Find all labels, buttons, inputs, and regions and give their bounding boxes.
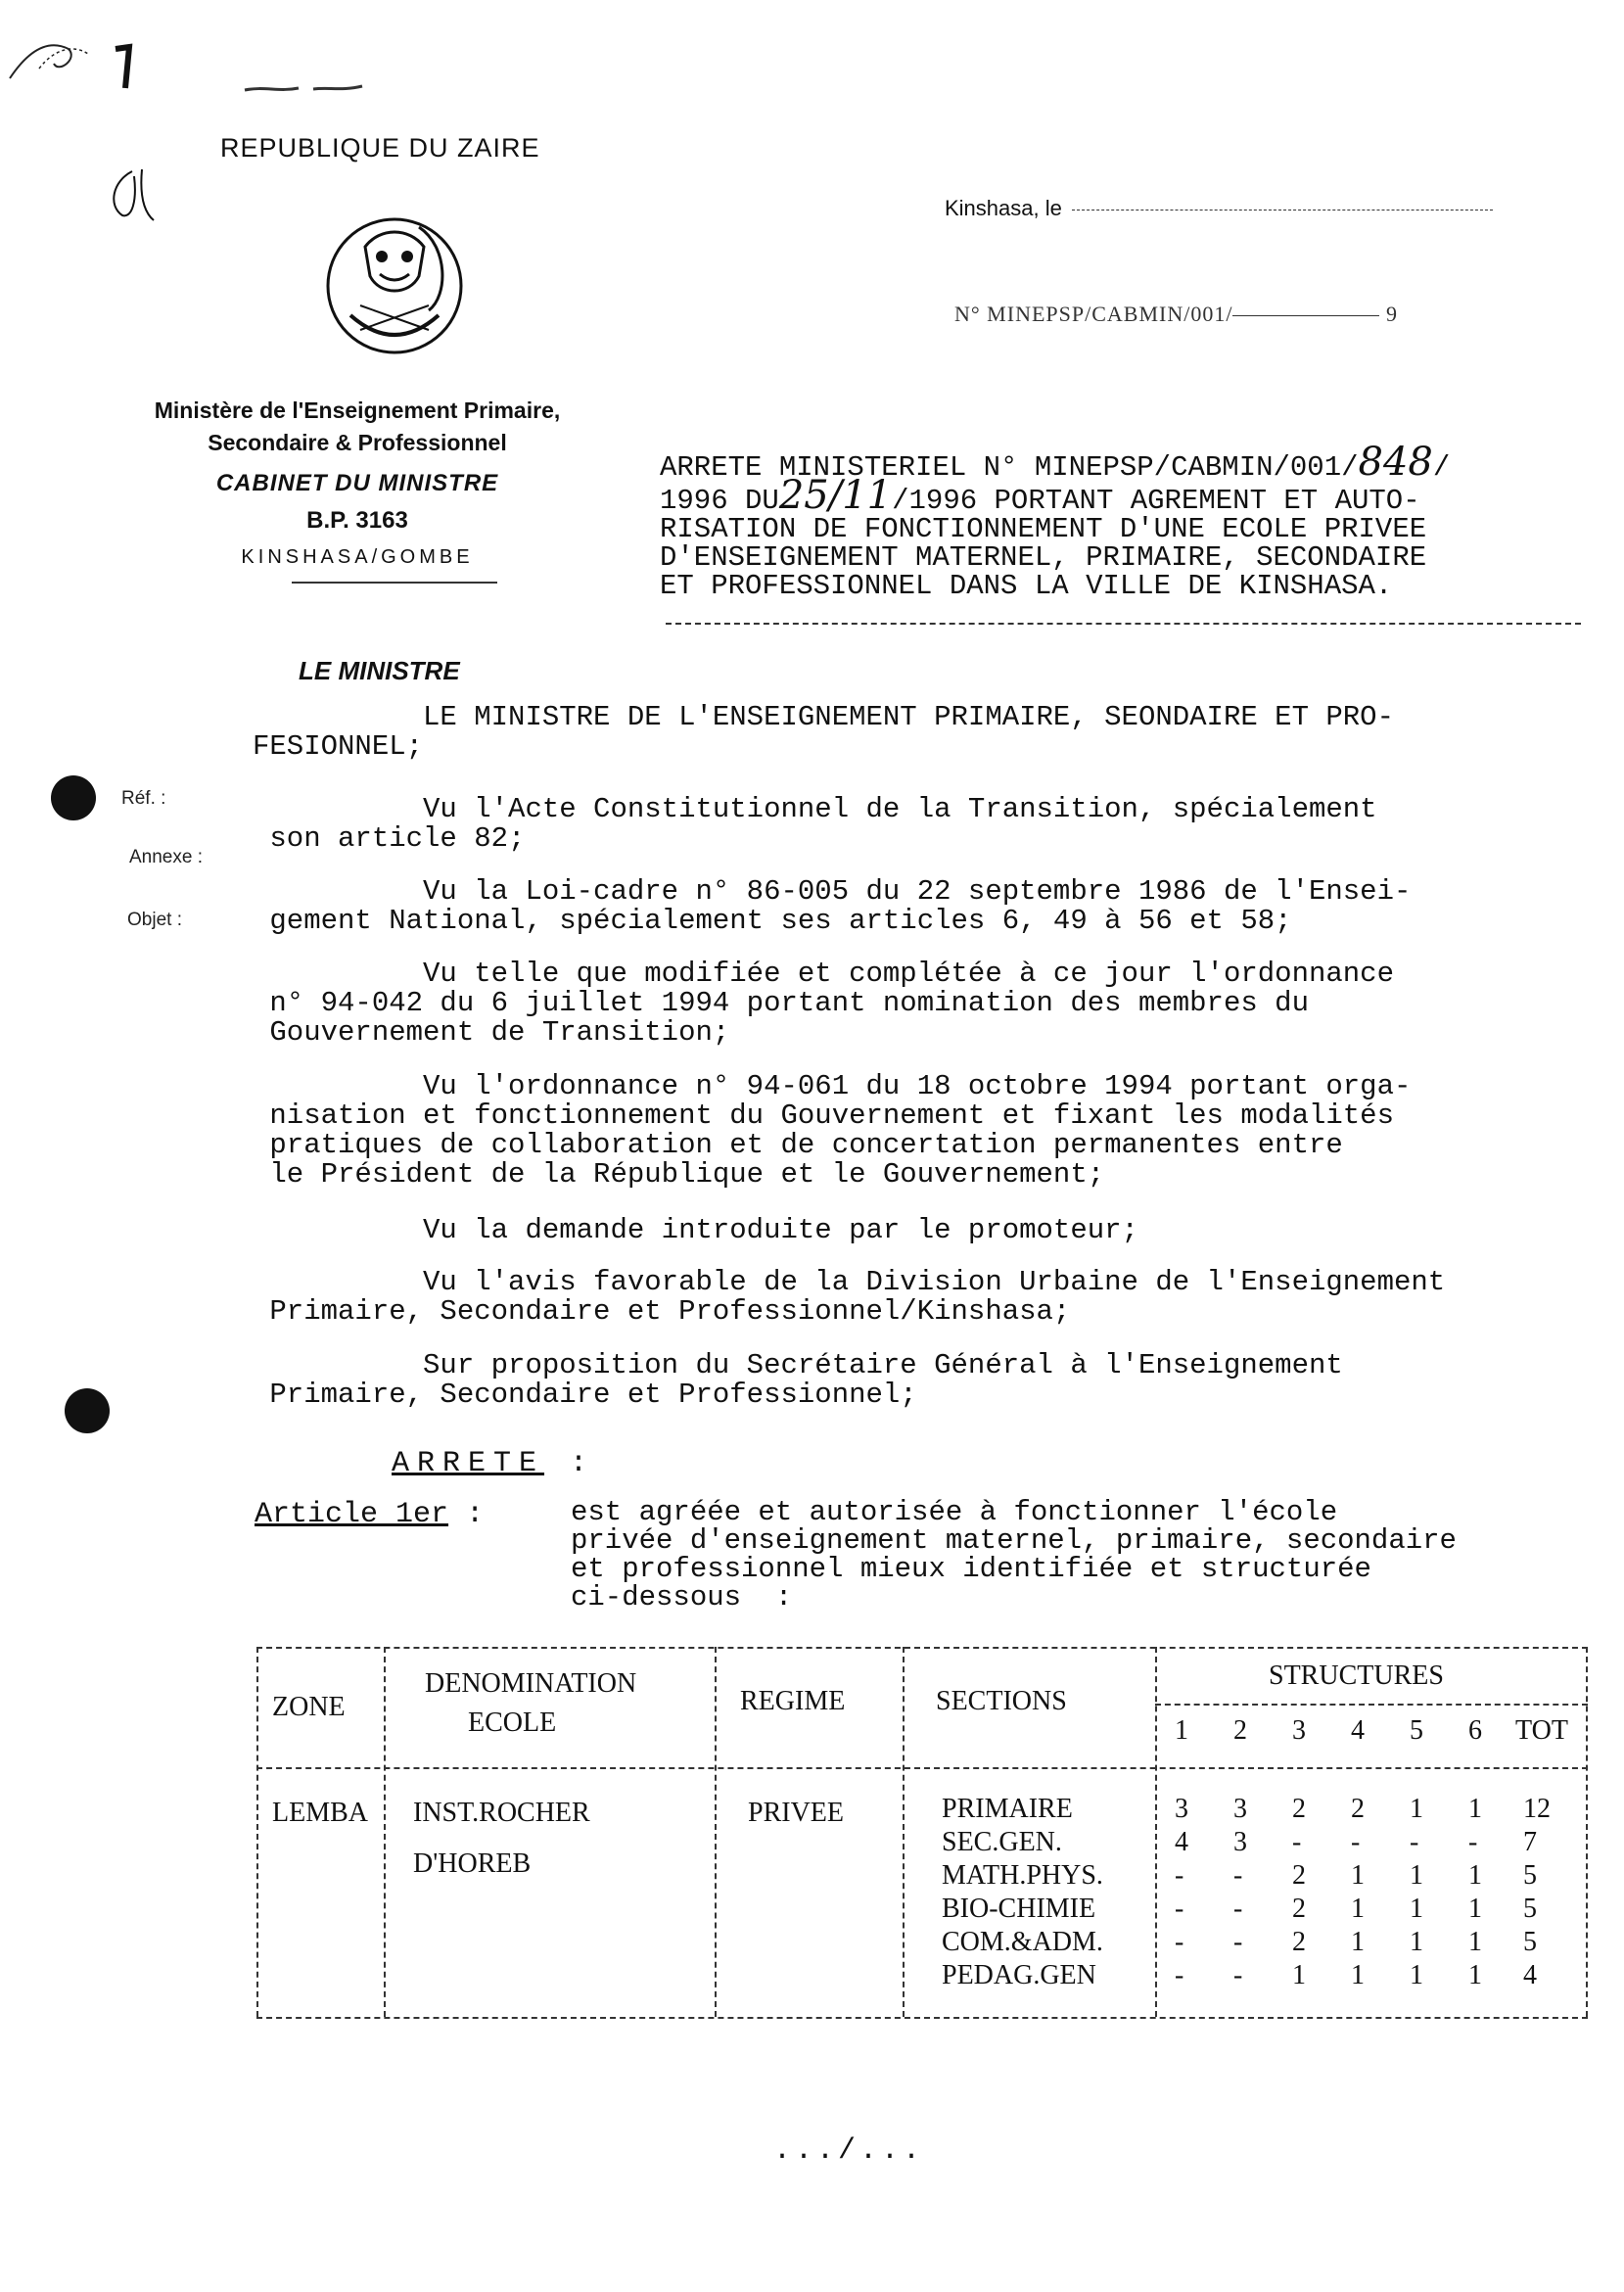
structure-count: 1: [1410, 1894, 1423, 1924]
section-name: BIO-CHIMIE: [942, 1894, 1096, 1924]
object-margin-label: Objet :: [127, 910, 182, 930]
cabinet-label: CABINET DU MINISTRE: [215, 470, 499, 496]
header-stamp-scribble: [240, 78, 367, 98]
structure-total: 5: [1523, 1860, 1537, 1891]
structure-count: 1: [1468, 1794, 1482, 1824]
title-line2-prefix: 1996 DU: [660, 485, 779, 517]
structure-count: -: [1233, 1894, 1243, 1924]
structure-count: -: [1233, 1960, 1243, 1990]
preamble-paragraph: Vu telle que modifiée et complétée à ce jour l'ordonnance n° 94-042 du 6 juillet 1994 portant nomination des membres du Gouvernement de Transition;: [269, 958, 1394, 1049]
title-line1-prefix: ARRETE MINISTERIEL N° MINEPSP/CABMIN/001/: [660, 451, 1359, 484]
structure-count: -: [1233, 1927, 1243, 1957]
structure-count: 2: [1292, 1927, 1306, 1957]
structure-count: 3: [1233, 1794, 1247, 1824]
title-line2-suffix: /1996 PORTANT AGREMENT ET AUTO-: [892, 485, 1420, 517]
structure-total: 5: [1523, 1927, 1537, 1957]
preamble-paragraph: LE MINISTRE DE L'ENSEIGNEMENT PRIMAIRE, SEONDAIRE ET PRO- FESIONNEL;: [253, 701, 1394, 763]
structure-count: 2: [1292, 1794, 1306, 1824]
structure-count: -: [1292, 1827, 1302, 1857]
structure-count: -: [1351, 1827, 1361, 1857]
header-col-2: 2: [1233, 1715, 1247, 1746]
preamble-paragraph: Vu la demande introduite par le promoteur;: [253, 1214, 1138, 1246]
article-1-title: Article 1er: [255, 1498, 449, 1531]
handwritten-decree-number: 848: [1358, 440, 1433, 485]
structure-count: 1: [1292, 1960, 1306, 1990]
punch-hole-mark: [51, 775, 96, 820]
structure-count: -: [1468, 1827, 1478, 1857]
title-dashed-rule: [666, 623, 1581, 625]
structure-count: 1: [1468, 1860, 1482, 1891]
structure-count: 1: [1410, 1794, 1423, 1824]
title-line3: RISATION DE FONCTIONNEMENT D'UNE ECOLE PRIVEE: [660, 513, 1427, 545]
structure-count: 3: [1233, 1827, 1247, 1857]
structure-count: 1: [1468, 1927, 1482, 1957]
preamble-paragraph: Vu l'Acte Constitutionnel de la Transition, spécialement son article 82;: [269, 793, 1377, 855]
structure-count: 1: [1468, 1960, 1482, 1990]
arrete-heading: [392, 1447, 595, 1480]
table-top-rule: [256, 1647, 1588, 1649]
republic-heading: REPUBLIQUE DU ZAIRE: [220, 133, 540, 163]
place-date-label: Kinshasa, le: [945, 196, 1062, 220]
header-ecole: ECOLE: [468, 1707, 557, 1738]
ministry-underline: [292, 582, 497, 584]
regime-value: PRIVEE: [748, 1798, 844, 1828]
page-continuation-marker: .../...: [773, 2134, 925, 2168]
structure-total: 5: [1523, 1894, 1537, 1924]
structure-count: 2: [1292, 1894, 1306, 1924]
structure-count: -: [1175, 1894, 1184, 1924]
title-line1-suffix: /: [1432, 451, 1451, 484]
preamble-paragraph: Sur proposition du Secrétaire Général à l'Enseignement Primaire, Secondaire et Professionnel;: [269, 1349, 1343, 1411]
table-col-rule: [715, 1647, 717, 2017]
coat-of-arms-emblem: [321, 208, 468, 364]
article-1-text: est agréée et autorisée à fonctionner l'école privée d'enseignement maternel, primaire, secondaire et professionnel mieux identifiée et structurée ci-dessous :: [571, 1496, 1457, 1614]
header-structures: STRUCTURES: [1269, 1661, 1444, 1691]
structure-count: -: [1410, 1827, 1419, 1857]
header-zone: ZONE: [272, 1692, 346, 1722]
title-line5: ET PROFESSIONNEL DANS LA VILLE DE KINSHASA.: [660, 570, 1393, 602]
structure-count: 3: [1175, 1794, 1188, 1824]
structure-count: 1: [1351, 1927, 1365, 1957]
section-name: COM.&ADM.: [942, 1927, 1103, 1957]
header-col-3: 3: [1292, 1715, 1306, 1746]
header-col-4: 4: [1351, 1715, 1365, 1746]
structure-count: -: [1175, 1860, 1184, 1891]
city-label: KINSHASA/GOMBE: [241, 546, 474, 568]
structure-total: 12: [1523, 1794, 1551, 1824]
zone-value: LEMBA: [272, 1798, 368, 1828]
header-col-tot: TOT: [1515, 1715, 1568, 1746]
table-header-rule: [256, 1767, 1588, 1769]
table-col-rule: [384, 1647, 386, 2017]
structure-count: 1: [1351, 1894, 1365, 1924]
arrete-colon: :: [570, 1447, 596, 1480]
structure-total: 7: [1523, 1827, 1537, 1857]
section-name: PRIMAIRE: [942, 1794, 1073, 1824]
structure-count: -: [1175, 1927, 1184, 1957]
decree-title: [660, 440, 1580, 602]
punch-hole-mark: [65, 1388, 110, 1433]
structure-count: 1: [1410, 1927, 1423, 1957]
reference-margin-label: Réf. :: [121, 788, 166, 809]
reference-number-line: [954, 302, 1398, 327]
section-name: SEC.GEN.: [942, 1827, 1062, 1857]
place-date-line: [945, 196, 1493, 221]
table-col-rule: [1586, 1647, 1588, 2017]
table-col-rule: [903, 1647, 905, 2017]
reference-suffix: 9: [1385, 302, 1398, 326]
arrete-word: ARRETE: [392, 1447, 545, 1480]
structure-count: 1: [1410, 1960, 1423, 1990]
header-col-1: 1: [1175, 1715, 1188, 1746]
ministry-line2: Secondaire & Professionnel: [208, 430, 507, 455]
school-name-line1: INST.ROCHER: [413, 1798, 590, 1828]
reference-prefix: N° MINEPSP/CABMIN/001/: [954, 302, 1233, 326]
header-sections: SECTIONS: [936, 1686, 1067, 1716]
article-1-label: [255, 1498, 484, 1531]
reference-blank-rule: [1232, 315, 1379, 316]
section-name: PEDAG.GEN: [942, 1960, 1096, 1990]
preamble-paragraph: Vu l'avis favorable de la Division Urbaine de l'Enseignement Primaire, Secondaire et Professionnel/Kinshasa;: [269, 1266, 1446, 1328]
section-name: MATH.PHYS.: [942, 1860, 1103, 1891]
po-box: B.P. 3163: [306, 507, 408, 534]
structure-count: 1: [1468, 1894, 1482, 1924]
table-bottom-rule: [256, 2017, 1588, 2019]
structure-count: 1: [1351, 1860, 1365, 1891]
structures-table: [256, 1647, 1588, 2019]
ministry-line1: Ministère de l'Enseignement Primaire,: [154, 398, 561, 423]
table-col-rule: [256, 1647, 258, 2017]
header-regime: REGIME: [740, 1686, 846, 1716]
header-col-5: 5: [1410, 1715, 1423, 1746]
title-line4: D'ENSEIGNEMENT MATERNEL, PRIMAIRE, SECONDAIRE: [660, 541, 1427, 574]
structure-count: -: [1175, 1960, 1184, 1990]
structure-count: 2: [1351, 1794, 1365, 1824]
preamble-paragraph: Vu la Loi-cadre n° 86-005 du 22 septembre 1986 de l'Ensei- gement National, spécialement ses articles 6, 49 à 56 et 58;: [269, 875, 1412, 937]
handwritten-initial: [103, 162, 162, 230]
structures-subheader-rule: [1155, 1704, 1588, 1706]
structure-count: 1: [1351, 1960, 1365, 1990]
structure-count: 4: [1175, 1827, 1188, 1857]
handwritten-decree-date: 25/11: [778, 473, 893, 518]
structure-count: 1: [1410, 1860, 1423, 1891]
header-col-6: 6: [1468, 1715, 1482, 1746]
annex-margin-label: Annexe :: [129, 847, 203, 867]
structure-count: -: [1233, 1860, 1243, 1891]
article-1-colon: :: [466, 1498, 485, 1531]
structure-count: 2: [1292, 1860, 1306, 1891]
preamble-paragraph: Vu l'ordonnance n° 94-061 du 18 octobre 1994 portant orga- nisation et fonctionnement du Gouvernement et fixant les modalités pratiques de collaboration et de concertation permanentes entre le Président de la République et le Gouvernement;: [269, 1070, 1412, 1191]
le-ministre-heading: LE MINISTRE: [299, 656, 460, 685]
ministry-block: [127, 398, 587, 569]
header-denomination: DENOMINATION: [425, 1668, 637, 1699]
top-left-scribble: [0, 20, 157, 98]
structure-total: 4: [1523, 1960, 1537, 1990]
table-col-rule: [1155, 1647, 1157, 2017]
school-name-line2: D'HOREB: [413, 1848, 532, 1879]
